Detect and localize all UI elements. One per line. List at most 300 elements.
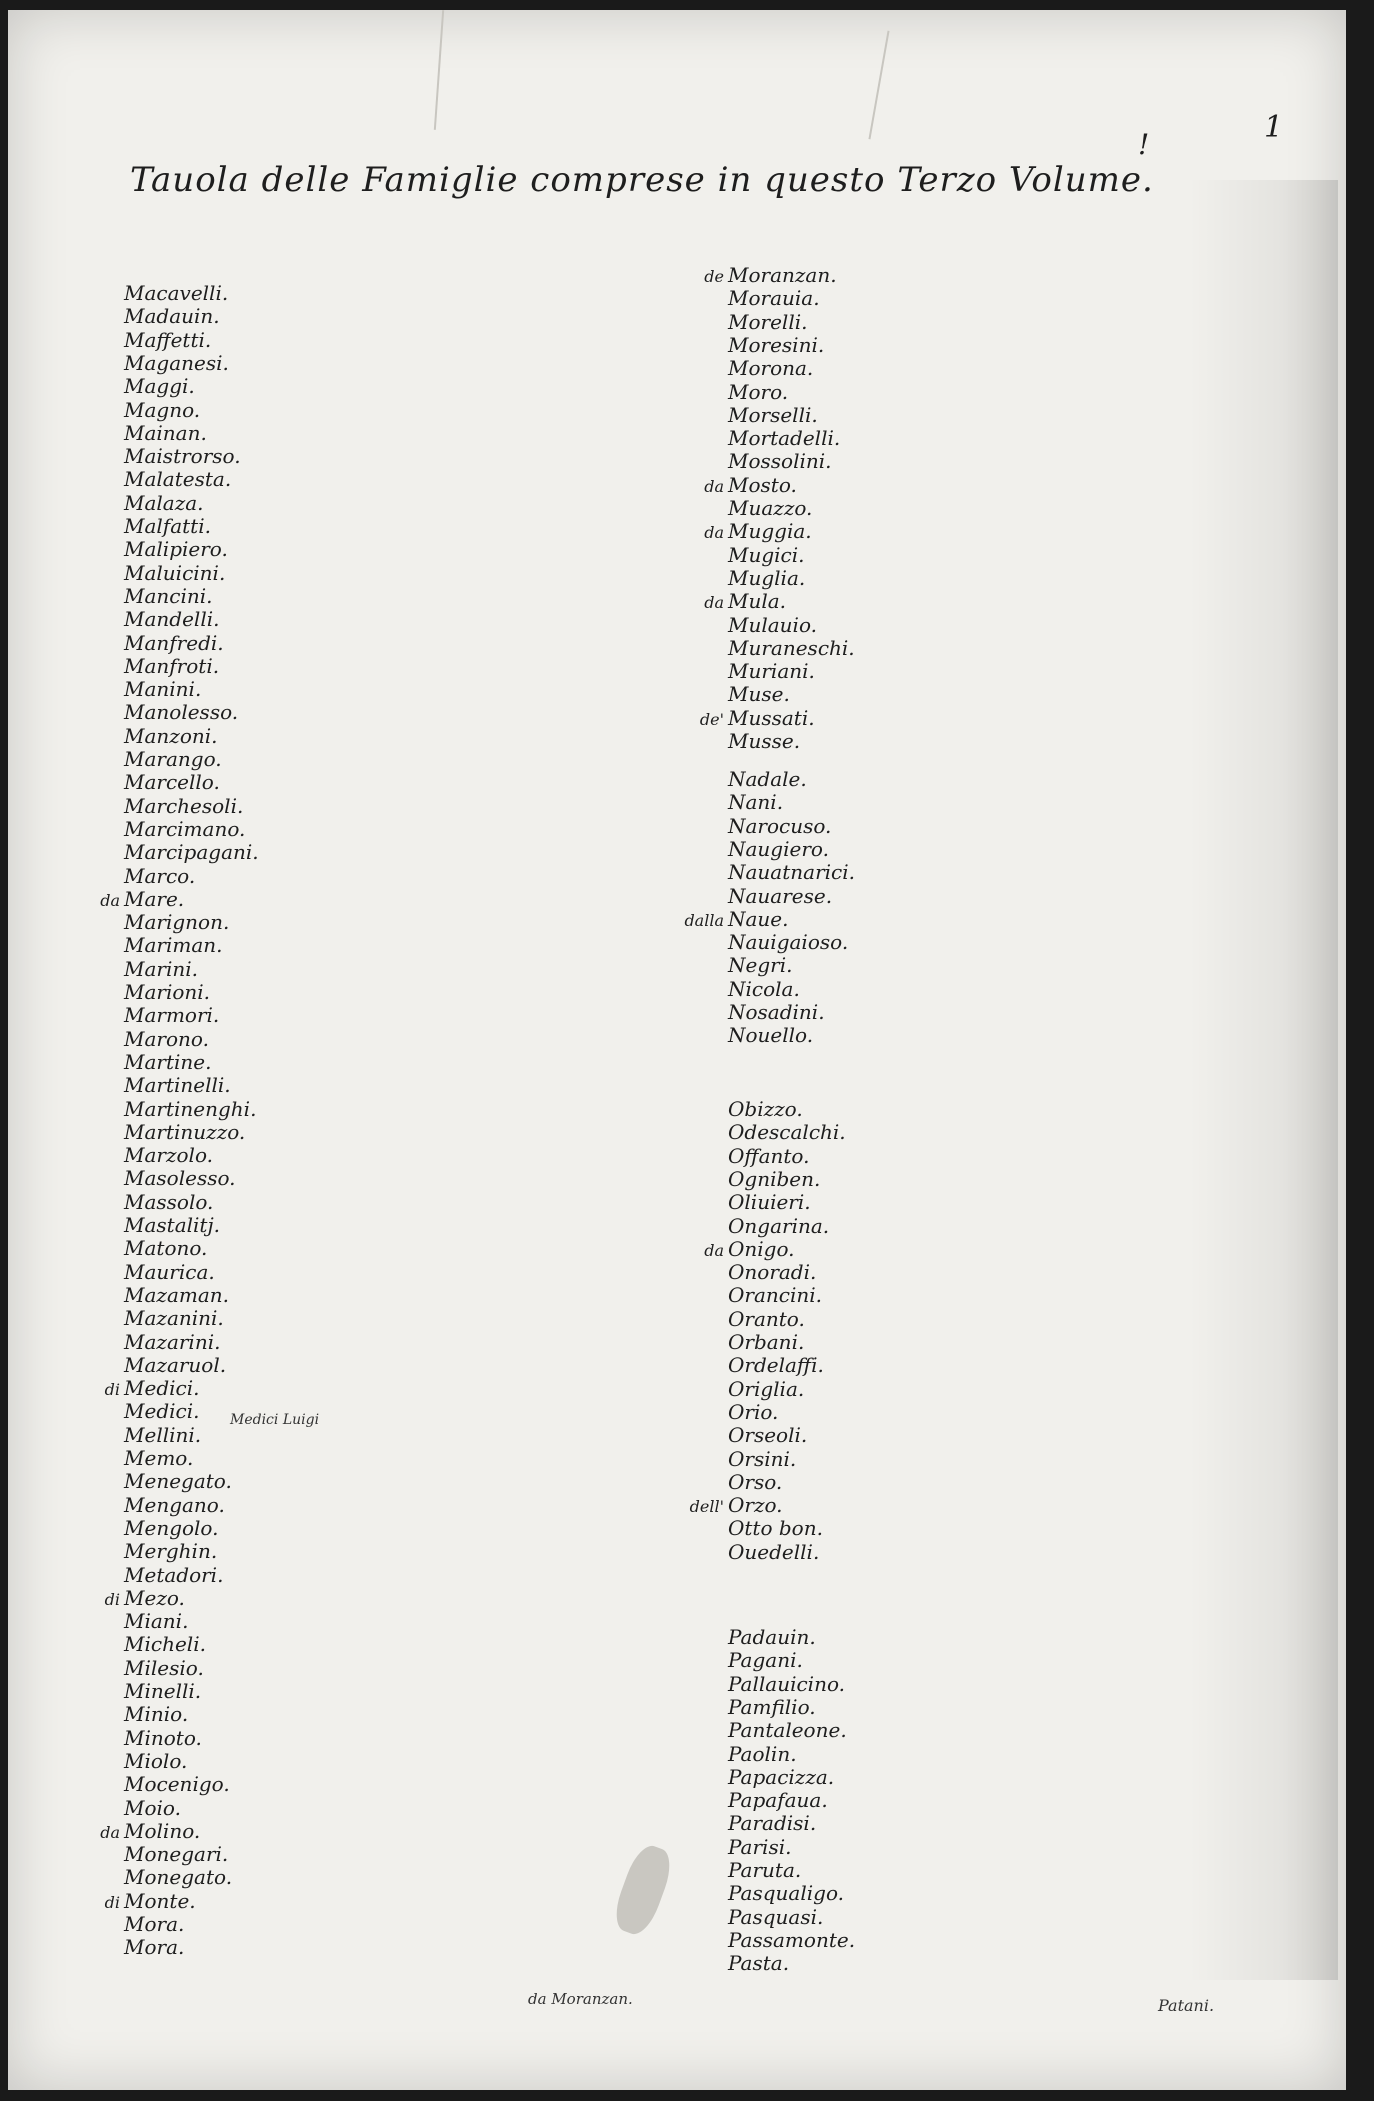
- family-entry: [684, 707, 815, 731]
- family-name: Martine.: [124, 1049, 212, 1074]
- family-name: Mula.: [728, 589, 787, 614]
- family-name: Maggi.: [124, 374, 195, 399]
- family-name: Mare.: [124, 886, 185, 911]
- family-prefix: da: [704, 476, 724, 496]
- family-name: Merghin.: [124, 1539, 218, 1564]
- family-entry: [80, 468, 231, 490]
- family-name: Mosto.: [728, 472, 797, 497]
- family-name: Ogniben.: [728, 1166, 821, 1191]
- family-name: Muazzo.: [728, 496, 813, 520]
- page-title: Tauola delle Famiglie comprese in questo Terzo Volume.: [130, 160, 1154, 200]
- family-name: Naugiero.: [728, 836, 829, 861]
- family-entry: [80, 1470, 232, 1492]
- family-entry: [684, 1238, 795, 1262]
- family-name: Pagani.: [728, 1648, 803, 1673]
- family-prefix: da: [704, 1240, 724, 1260]
- family-name: Milesio.: [124, 1655, 204, 1680]
- family-name: Marzolo.: [124, 1143, 213, 1168]
- family-entry: [684, 1929, 855, 1951]
- family-entry: [684, 520, 812, 544]
- family-name: Nicola.: [728, 976, 800, 1001]
- family-entry: [80, 1540, 217, 1562]
- family-name: Matono.: [124, 1236, 208, 1261]
- family-entry: [684, 1766, 834, 1788]
- family-name: Nauigaioso.: [728, 930, 849, 955]
- family-entry: [684, 334, 824, 356]
- family-entry: [80, 1633, 206, 1655]
- family-name: Mora.: [124, 1935, 185, 1960]
- ink-smudge: [609, 1841, 677, 1939]
- family-entry: [684, 978, 800, 1000]
- family-name: Pasquasi.: [728, 1904, 824, 1929]
- family-entry: [684, 1001, 825, 1023]
- family-name: Mossolini.: [728, 449, 832, 474]
- family-entry: [80, 1890, 196, 1914]
- family-name: Mugici.: [728, 542, 805, 567]
- family-entry: [80, 1587, 185, 1611]
- family-name: Muggia.: [728, 519, 812, 544]
- family-name: Marini.: [124, 956, 198, 981]
- family-entry: [80, 562, 225, 584]
- family-name: Nauatnarici.: [728, 860, 855, 885]
- family-entry: [684, 404, 818, 426]
- family-name: Orzo.: [728, 1493, 783, 1518]
- family-name: Nani.: [728, 790, 784, 815]
- family-entry: [684, 1743, 797, 1765]
- family-name: Magno.: [124, 397, 201, 422]
- family-entry: [684, 1215, 829, 1237]
- family-name: Malaza.: [124, 490, 204, 515]
- family-entry: [684, 885, 832, 907]
- family-name: Mazanini.: [124, 1306, 224, 1331]
- family-name: Memo.: [124, 1446, 194, 1470]
- family-entry: [684, 1541, 819, 1563]
- family-name: Minelli.: [124, 1679, 202, 1703]
- family-name: Padauin.: [728, 1625, 816, 1649]
- family-entry: [684, 1261, 816, 1283]
- family-name: Marcello.: [124, 770, 220, 795]
- family-name: Medici.: [124, 1399, 200, 1424]
- family-entry: [684, 1191, 811, 1213]
- family-name: Massolo.: [124, 1189, 214, 1214]
- family-name: Martinuzzo.: [124, 1119, 246, 1144]
- family-name: Papacizza.: [728, 1764, 835, 1789]
- family-name: Moresini.: [728, 332, 825, 357]
- family-entry: [684, 1354, 824, 1376]
- family-entry: [684, 450, 832, 472]
- family-entry: [684, 1424, 807, 1446]
- family-entry: [80, 1284, 229, 1306]
- family-entry: [684, 590, 786, 614]
- family-entry: [80, 1424, 201, 1446]
- family-entry: [80, 655, 219, 677]
- family-entry: [80, 1447, 193, 1469]
- family-name: Maurica.: [124, 1259, 215, 1284]
- family-entry: [80, 329, 211, 351]
- family-entry: [684, 815, 831, 837]
- family-entry: [80, 818, 245, 840]
- family-name: Mulauio.: [728, 612, 818, 637]
- family-entry: [80, 1843, 228, 1865]
- family-name: Marcimano.: [124, 816, 246, 841]
- family-entry: [684, 908, 789, 932]
- family-entry: [684, 1673, 845, 1695]
- family-name: Minio.: [124, 1702, 189, 1727]
- family-name: Mariman.: [124, 933, 223, 958]
- family-entry: [684, 311, 807, 333]
- family-entry: [684, 1626, 816, 1648]
- family-name: Mazaruol.: [124, 1352, 227, 1377]
- family-name: Monegato.: [124, 1865, 233, 1890]
- family-name: Muriani.: [728, 659, 815, 684]
- family-name: Marcipagani.: [124, 840, 259, 865]
- paper-crease: [868, 31, 889, 140]
- family-name: Maganesi.: [124, 350, 229, 375]
- family-entry: [684, 474, 797, 498]
- family-entry: [80, 1004, 219, 1026]
- family-prefix: da: [100, 890, 120, 910]
- family-name: Mengolo.: [124, 1515, 219, 1540]
- family-entry: [684, 1448, 796, 1470]
- family-entry: [684, 1401, 778, 1423]
- family-entry: [80, 1121, 245, 1143]
- family-prefix: de: [704, 267, 724, 286]
- family-name: Muglia.: [728, 565, 806, 590]
- family-name: Miolo.: [124, 1748, 188, 1773]
- family-entry: [684, 1696, 816, 1718]
- family-name: Orsini.: [728, 1446, 797, 1471]
- family-entry: [80, 1680, 201, 1702]
- family-entry: [684, 1308, 805, 1330]
- family-entry: [684, 791, 783, 813]
- family-name: Medici.: [124, 1376, 200, 1401]
- family-entry: [684, 1789, 828, 1811]
- family-entry: [80, 1214, 220, 1236]
- family-name: Obizzo.: [728, 1097, 803, 1121]
- family-name: Mocenigo.: [124, 1772, 230, 1797]
- family-name: Moranzan.: [728, 263, 837, 287]
- family-name: Moio.: [124, 1795, 181, 1820]
- family-name: Paolin.: [728, 1741, 797, 1766]
- family-name: Masolesso.: [124, 1166, 236, 1191]
- family-entry: [684, 931, 848, 953]
- family-name: Martinelli.: [124, 1073, 231, 1098]
- family-entry: [684, 1719, 847, 1741]
- family-name: Molino.: [124, 1818, 201, 1843]
- family-name: Mainan.: [124, 420, 207, 445]
- family-name: Paruta.: [728, 1858, 802, 1882]
- family-name: Orso.: [728, 1469, 783, 1494]
- family-name: Macavelli.: [124, 281, 229, 305]
- family-entry: [684, 660, 815, 682]
- family-entry: [684, 1517, 823, 1539]
- family-entry: [684, 427, 840, 449]
- family-name: Malatesta.: [124, 467, 232, 492]
- family-name: Pantaleone.: [728, 1718, 847, 1743]
- family-entry: [80, 1773, 230, 1795]
- family-entry: [684, 768, 807, 790]
- family-name: Odescalchi.: [728, 1120, 846, 1145]
- family-name: Marono.: [124, 1026, 209, 1051]
- family-entry: [80, 399, 200, 421]
- family-name: Passamonte.: [728, 1927, 856, 1952]
- corner-mark: !: [1138, 128, 1150, 161]
- family-name: Orancini.: [728, 1283, 822, 1308]
- family-prefix: di: [104, 1892, 120, 1912]
- family-entry: [684, 1812, 816, 1834]
- family-entry: [684, 614, 817, 636]
- family-entry: [684, 287, 820, 309]
- family-name: Mazaman.: [124, 1282, 229, 1307]
- family-name: Mengano.: [124, 1492, 225, 1517]
- family-entry: [80, 958, 198, 980]
- family-prefix: di: [104, 1589, 120, 1609]
- family-entry: [684, 1859, 801, 1881]
- family-name: Miani.: [124, 1609, 189, 1634]
- family-name: Mancini.: [124, 583, 213, 608]
- family-name: Orseoli.: [728, 1423, 808, 1448]
- family-entry: [80, 771, 220, 793]
- family-name: Morselli.: [728, 402, 818, 427]
- family-entry: [684, 497, 812, 519]
- family-entry: [80, 1657, 204, 1679]
- family-entry: [80, 865, 195, 887]
- family-name: Manfredi.: [124, 630, 224, 655]
- family-name: Mastalitj.: [124, 1213, 221, 1237]
- family-entry: [80, 1936, 184, 1958]
- family-entry: [684, 357, 813, 379]
- family-entry: [80, 1307, 224, 1329]
- family-name: Ouedelli.: [728, 1539, 820, 1564]
- family-entry: [684, 1168, 820, 1190]
- family-entry: [684, 1882, 844, 1904]
- family-prefix: da: [704, 523, 724, 543]
- family-entry: [80, 1331, 220, 1353]
- family-entry: [80, 1494, 225, 1516]
- family-name: Marco.: [124, 863, 196, 888]
- family-name: Maluicini.: [124, 560, 226, 585]
- family-entry: [684, 1906, 823, 1928]
- family-name: Metadori.: [124, 1562, 224, 1587]
- family-entry: [684, 1145, 809, 1167]
- family-entry: [684, 1284, 822, 1306]
- family-name: Mussati.: [728, 705, 815, 730]
- family-entry: [80, 911, 229, 933]
- family-name: Morelli.: [728, 309, 808, 334]
- family-name: Nauarese.: [728, 883, 833, 908]
- family-entry: [684, 861, 855, 883]
- family-entry: [80, 725, 218, 747]
- family-entry: [684, 264, 837, 288]
- folio-number: 1: [1264, 110, 1284, 145]
- family-entry: [80, 305, 220, 327]
- family-name: Mazarini.: [124, 1329, 221, 1354]
- family-entry: [684, 838, 829, 860]
- family-name: Martinenghi.: [124, 1096, 257, 1121]
- family-entry: [80, 1261, 215, 1283]
- family-name: Parisi.: [728, 1834, 792, 1859]
- family-name: Mortadelli.: [728, 426, 841, 451]
- family-name: Papafaua.: [728, 1788, 828, 1813]
- family-name: Marmori.: [124, 1003, 220, 1028]
- family-entry: [684, 1952, 789, 1974]
- family-entry: [684, 1331, 804, 1353]
- family-entry: [80, 282, 228, 304]
- family-name: Oranto.: [728, 1306, 805, 1331]
- family-entry: [80, 1727, 202, 1749]
- family-entry: [80, 748, 222, 770]
- family-entry: [80, 1237, 207, 1259]
- family-entry: [684, 954, 792, 976]
- family-name: Onigo.: [728, 1236, 795, 1261]
- catchword-bottom-right: Patani.: [1158, 1996, 1215, 2015]
- family-entry: [80, 1750, 187, 1772]
- family-entry: [80, 1517, 218, 1539]
- family-name: Monegari.: [124, 1842, 229, 1867]
- family-name: Malipiero.: [124, 537, 228, 562]
- family-entry: [80, 795, 243, 817]
- family-name: Mellini.: [124, 1422, 202, 1447]
- family-name: Musse.: [728, 729, 801, 753]
- family-prefix: de': [699, 709, 724, 729]
- family-entry: [80, 1820, 200, 1844]
- family-name: Pasta.: [728, 1951, 790, 1976]
- family-name: Moro.: [728, 379, 789, 404]
- family-name: Negri.: [728, 953, 793, 978]
- margin-note-medici: Medici Luigi: [230, 1412, 320, 1428]
- family-name: Mezo.: [124, 1585, 185, 1610]
- family-prefix: da: [100, 1822, 120, 1842]
- family-entry: [80, 701, 238, 723]
- family-name: Narocuso.: [728, 813, 832, 838]
- family-entry: [684, 381, 788, 403]
- family-name: Marignon.: [124, 910, 230, 935]
- family-entry: [80, 1028, 209, 1050]
- family-entry: [684, 1378, 804, 1400]
- family-name: Offanto.: [728, 1143, 810, 1168]
- family-name: Muse.: [728, 682, 790, 707]
- family-name: Onoradi.: [728, 1260, 817, 1285]
- family-name: Menegato.: [124, 1469, 232, 1494]
- family-name: Monte.: [124, 1888, 196, 1913]
- family-entry: [80, 1797, 181, 1819]
- family-name: Oliuieri.: [728, 1190, 811, 1215]
- family-name: Pallauicino.: [728, 1671, 846, 1696]
- family-name: Paradisi.: [728, 1811, 817, 1836]
- family-prefix: dell': [689, 1497, 724, 1517]
- family-entry: [80, 1144, 213, 1166]
- family-entry: [684, 1121, 846, 1143]
- paper-crease: [434, 10, 444, 130]
- family-entry: [684, 1024, 813, 1046]
- family-name: Ordelaffi.: [728, 1353, 824, 1378]
- manuscript-page: [8, 10, 1346, 2090]
- family-name: Marango.: [124, 747, 222, 771]
- family-prefix: da: [704, 593, 724, 613]
- family-name: Mandelli.: [124, 607, 220, 632]
- family-name: Manzoni.: [124, 723, 218, 748]
- family-entry: [80, 1377, 199, 1401]
- family-name: Minoto.: [124, 1725, 202, 1750]
- family-entry: [80, 888, 184, 912]
- bleed-through-shadow: [1188, 180, 1338, 1980]
- family-name: Mora.: [124, 1912, 185, 1936]
- family-name: Orbani.: [728, 1330, 805, 1354]
- family-entry: [80, 1703, 188, 1725]
- family-name: Micheli.: [124, 1632, 206, 1657]
- family-entry: [80, 678, 201, 700]
- family-entry: [80, 445, 241, 467]
- family-entry: [684, 1471, 782, 1493]
- family-entry: [80, 352, 229, 374]
- family-name: Ongarina.: [728, 1213, 830, 1238]
- family-name: Muraneschi.: [728, 635, 855, 660]
- family-entry: [80, 1074, 231, 1096]
- family-name: Malfatti.: [124, 514, 211, 538]
- family-name: Nosadini.: [728, 1000, 825, 1024]
- family-entry: [684, 730, 800, 752]
- family-entry: [80, 375, 195, 397]
- family-entry: [80, 608, 219, 630]
- family-entry: [80, 492, 204, 514]
- family-prefix: dalla: [684, 910, 724, 930]
- family-entry: [80, 1913, 184, 1935]
- family-entry: [80, 632, 224, 654]
- family-entry: [80, 1866, 232, 1888]
- family-name: Maffetti.: [124, 327, 212, 352]
- family-name: Morona.: [728, 356, 814, 381]
- family-name: Manfroti.: [124, 653, 220, 678]
- family-entry: [80, 1051, 211, 1073]
- family-name: Marchesoli.: [124, 793, 244, 818]
- catchword-bottom-middle: da Moranzan.: [528, 1990, 633, 2008]
- family-entry: [80, 1167, 236, 1189]
- family-name: Maistrorso.: [124, 444, 241, 469]
- family-entry: [684, 637, 855, 659]
- family-entry: [684, 567, 805, 589]
- family-entry: [80, 841, 259, 863]
- family-entry: [80, 515, 211, 537]
- family-name: Marioni.: [124, 980, 211, 1004]
- family-entry: [684, 1098, 803, 1120]
- family-name: Naue.: [728, 906, 789, 931]
- family-entry: [80, 1400, 199, 1422]
- family-prefix: di: [104, 1380, 120, 1400]
- family-entry: [80, 1191, 213, 1213]
- family-entry: [80, 585, 213, 607]
- family-entry: [80, 981, 210, 1003]
- family-name: Madauin.: [124, 304, 220, 329]
- family-name: Manini.: [124, 677, 202, 702]
- family-name: Otto bon.: [728, 1516, 823, 1541]
- family-name: Pasqualigo.: [728, 1881, 844, 1906]
- family-entry: [80, 1098, 256, 1120]
- family-name: Pamfilio.: [728, 1694, 816, 1719]
- family-entry: [80, 1564, 223, 1586]
- family-entry: [80, 422, 207, 444]
- family-name: Nouello.: [728, 1023, 814, 1048]
- family-entry: [80, 1354, 226, 1376]
- family-name: Manolesso.: [124, 700, 239, 725]
- family-entry: [684, 544, 805, 566]
- family-entry: [80, 538, 228, 560]
- family-entry: [684, 1494, 783, 1518]
- family-entry: [684, 683, 790, 705]
- family-entry: [80, 1610, 188, 1632]
- family-name: Origlia.: [728, 1376, 805, 1401]
- family-entry: [684, 1649, 803, 1671]
- family-entry: [684, 1836, 791, 1858]
